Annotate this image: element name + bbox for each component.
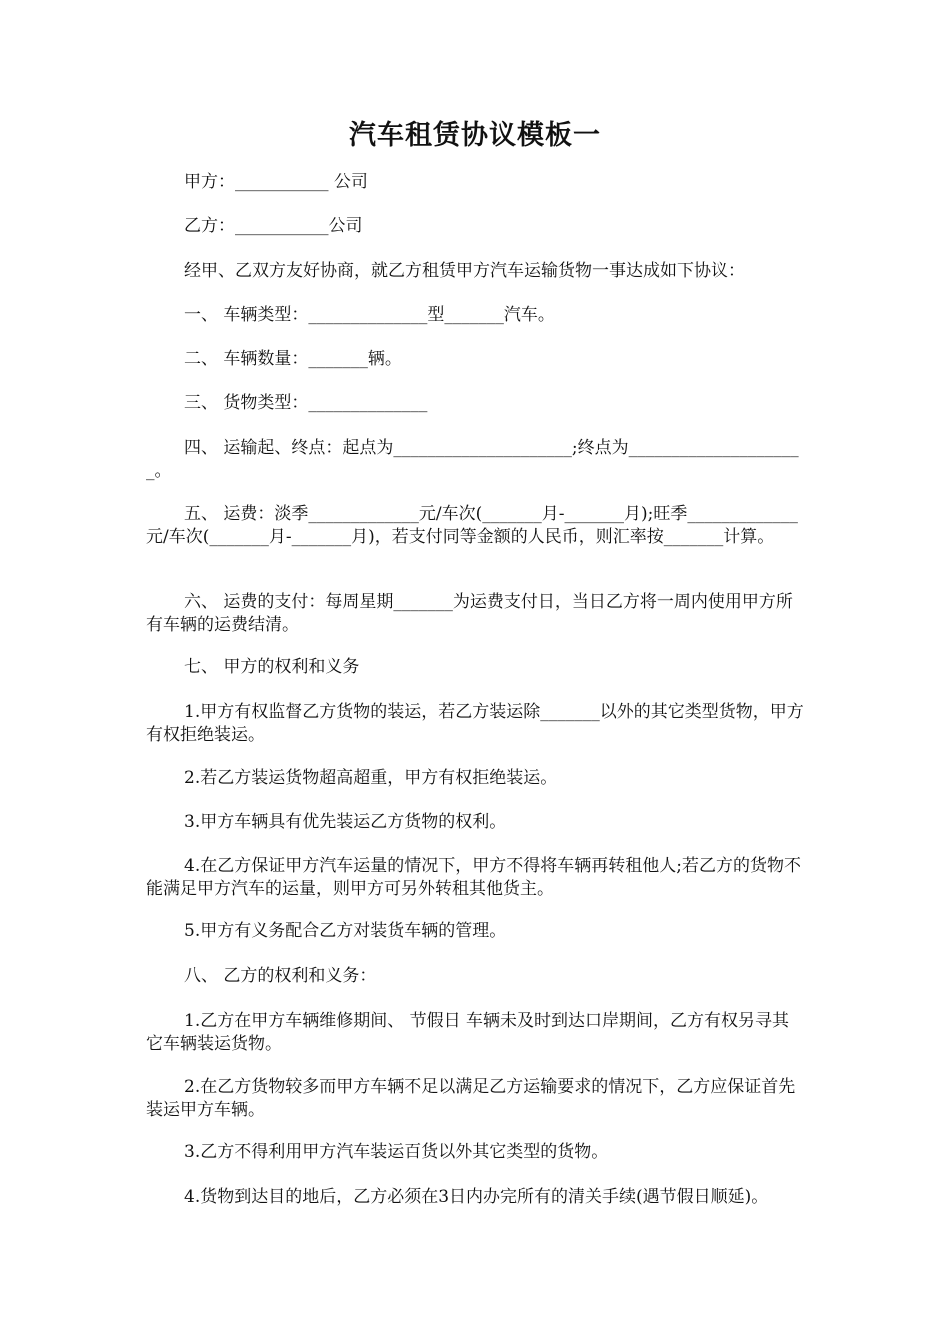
clause-route: 四、 运输起、终点：起点为_____________________;终点为_____________________。: [146, 438, 799, 481]
section-party-b-rights: 八、 乙方的权利和义务：: [184, 966, 377, 986]
clause-vehicle-type: 一、 车辆类型：______________型_______汽车。: [184, 305, 555, 325]
document-title: 汽车租赁协议模板一: [349, 120, 601, 151]
party-a-item-1: 1.甲方有权监督乙方货物的装运，若乙方装运除_______以外的其它类型货物，甲方有权拒绝装运。: [146, 702, 804, 745]
clause-vehicle-count: 二、 车辆数量：_______辆。: [184, 349, 402, 369]
party-a-line: 甲方：___________ 公司: [184, 172, 368, 192]
clause-payment: 六、 运费的支付：每周星期_______为运费支付日，当日乙方将一周内使用甲方所有车辆的运费结清。: [146, 592, 793, 635]
party-a-item-5: 5.甲方有义务配合乙方对装货车辆的管理。: [184, 921, 507, 941]
party-a-item-3: 3.甲方车辆具有优先装运乙方货物的权利。: [184, 812, 507, 832]
party-b-item-1: 1.乙方在甲方车辆维修期间、 节假日 车辆未及时到达口岸期间，乙方有权另寻其它车辆装运货物。: [146, 1011, 790, 1054]
party-b-item-2: 2.在乙方货物较多而甲方车辆不足以满足乙方运输要求的情况下，乙方应保证首先装运甲方车辆。: [146, 1077, 796, 1120]
clause-freight: 五、 运费：淡季_____________元/车次(_______月-_______月);旺季_____________元/车次(_______月-_______月)，若支付同等金额的人民币，则汇率按_______计算。: [146, 504, 798, 547]
party-b-line: 乙方：___________公司: [184, 216, 363, 236]
party-a-item-2: 2.若乙方装运货物超高超重，甲方有权拒绝装运。: [184, 768, 558, 788]
preamble-paragraph: 经甲、乙双方友好协商，就乙方租赁甲方汽车运输货物一事达成如下协议：: [184, 261, 745, 281]
party-a-item-4: 4.在乙方保证甲方汽车运量的情况下，甲方不得将车辆再转租他人;若乙方的货物不能满足甲方汽车的运量，则甲方可另外转租其他货主。: [146, 856, 801, 899]
section-party-a-rights: 七、 甲方的权利和义务: [184, 657, 360, 677]
clause-cargo-type: 三、 货物类型：______________: [184, 393, 428, 413]
party-b-item-3: 3.乙方不得利用甲方汽车装运百货以外其它类型的货物。: [184, 1142, 609, 1162]
party-b-item-4: 4.货物到达目的地后，乙方必须在3日内办完所有的清关手续(遇节假日顺延)。: [184, 1187, 769, 1207]
